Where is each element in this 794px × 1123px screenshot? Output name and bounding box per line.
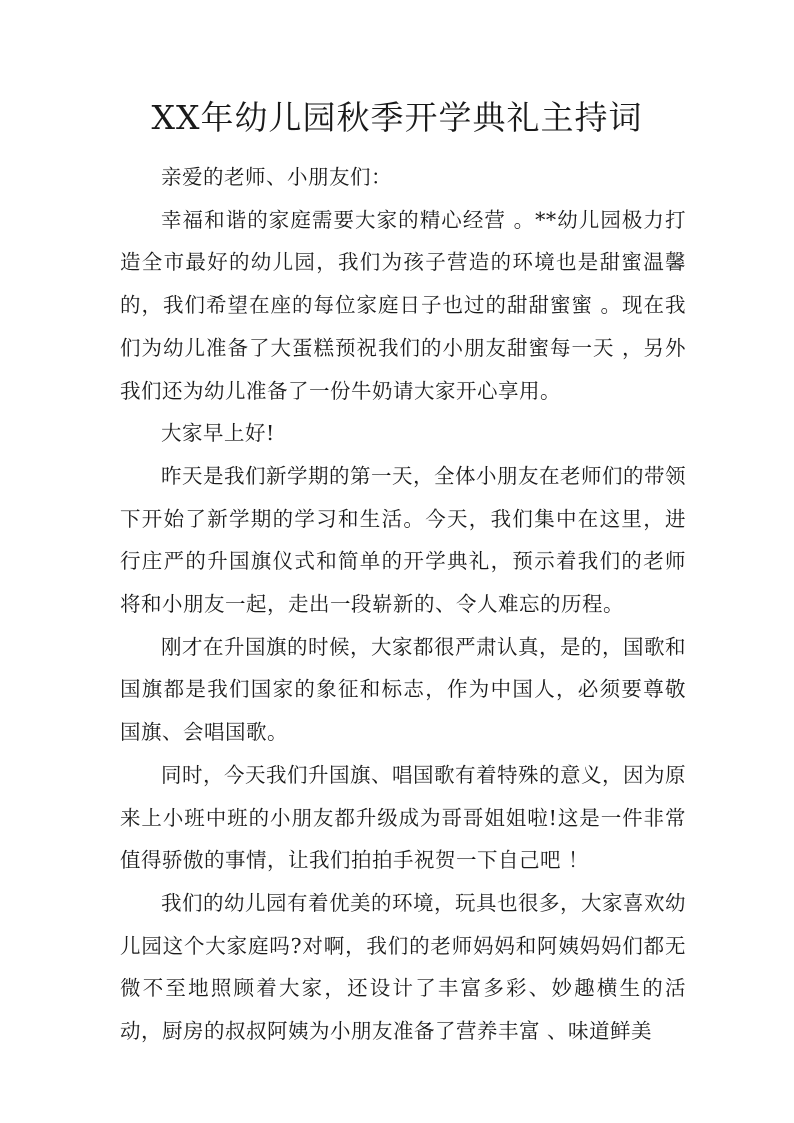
- paragraph-greeting: 亲爱的老师、小朋友们：: [161, 165, 392, 189]
- paragraph-flag-raising: 刚才在升国旗的时候，大家都很严肃认真，是的，国歌和国旗都是我们国家的象征和标志，作为中国人，必须要尊敬国旗、会唱国歌。: [120, 634, 686, 745]
- paragraph-family: 幸福和谐的家庭需要大家的精心经营 。**幼儿园极力打造全市最好的幼儿园，我们为孩子营造的环境也是甜蜜温馨的，我们希望在座的每位家庭日子也过的甜甜蜜蜜 。现在我们为幼儿准备了大蛋糕预祝我们的小朋友甜蜜每一天 ，另外我们还为幼儿准备了一份牛奶请大家开心享用。: [120, 207, 686, 403]
- document-body: [120, 156, 686, 1053]
- document-title: XX年幼儿园秋季开学典礼主持词: [151, 98, 643, 137]
- paragraph-special-meaning: 同时，今天我们升国旗、唱国歌有着特殊的意义，因为原来上小班中班的小朋友都升级成为哥哥姐姐啦!这是一件非常值得骄傲的事情，让我们拍拍手祝贺一下自己吧 ！: [120, 762, 686, 873]
- paragraph-kindergarten: 我们的幼儿园有着优美的环境，玩具也很多，大家喜欢幼儿园这个大家庭吗?对啊，我们的老师妈妈和阿姨妈妈们都无微不至地照顾着大家，还设计了丰富多彩、妙趣横生的活动，厨房的叔叔阿姨为小朋友准备了营养丰富 、味道鲜美: [120, 890, 686, 1044]
- paragraph-good-morning: 大家早上好!: [161, 421, 275, 446]
- paragraph-new-semester: 昨天是我们新学期的第一天，全体小朋友在老师们的带领下开始了新学期的学习和生活。今天，我们集中在这里，进行庄严的升国旗仪式和简单的开学典礼，预示着我们的老师将和小朋友一起，走出一段崭新的、令人难忘的历程。: [120, 463, 686, 617]
